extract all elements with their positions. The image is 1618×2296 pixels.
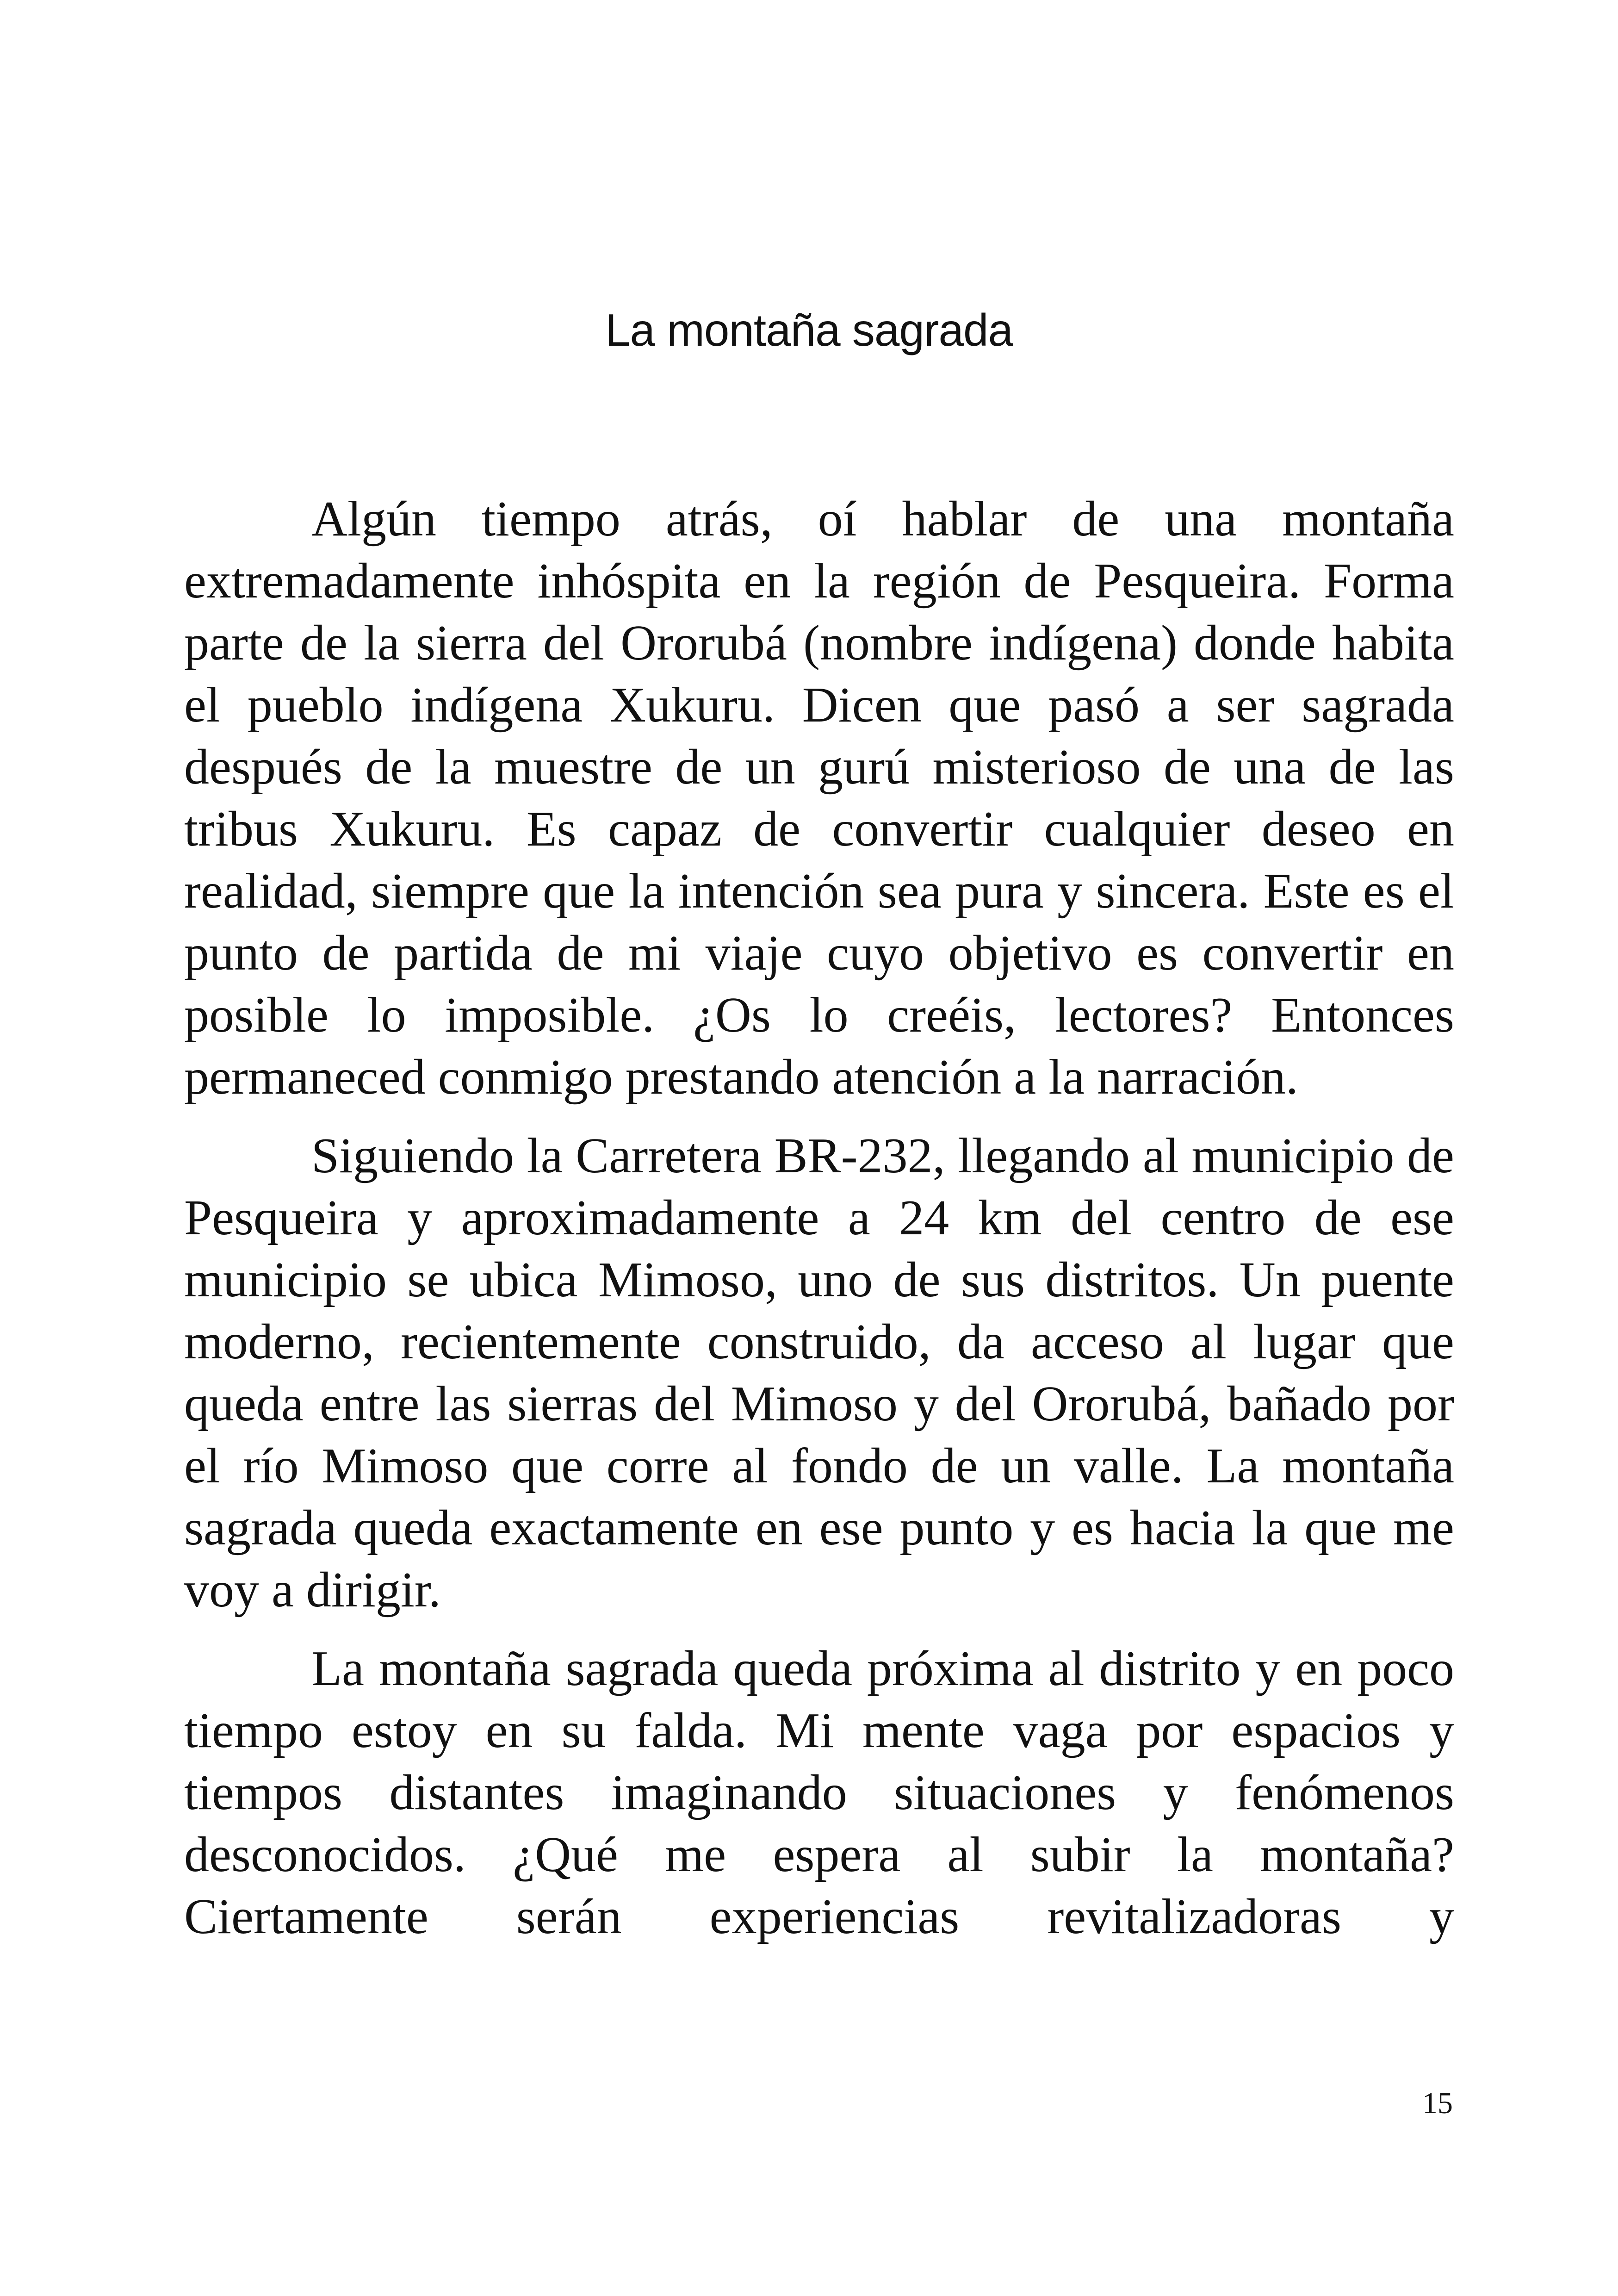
paragraph-3: La montaña sagrada queda próxima al distrito y en poco tiempo estoy en su falda. Mi mente vaga por espacios y tiempos distantes imaginando situaciones y fenómenos desconocidos. ¿Qué me espera al subir la montaña? Ciertamente serán experiencias revitalizadoras y	[184, 1641, 1454, 1944]
page-number: 15	[1422, 2086, 1453, 2120]
chapter-title: La montaña sagrada	[605, 305, 1013, 355]
chapter-body	[184, 488, 1454, 1965]
paragraph-1: Algún tiempo atrás, oí hablar de una montaña extremadamente inhóspita en la región de Pesqueira. Forma parte de la sierra del Ororubá (nombre indígena) donde habita el pueblo indígena Xukuru. Dicen que pasó a ser sagrada después de la muestre de un gurú misterioso de una de las tribus Xukuru. Es capaz de convertir cualquier deseo en realidad, siempre que la intención sea pura y sincera. Este es el punto de partida de mi viaje cuyo objetivo es convertir en posible lo imposible. ¿Os lo creéis, lectores? Entonces permaneced conmigo prestando atención a la narración.	[184, 492, 1454, 1105]
paragraph-2: Siguiendo la Carretera BR-232, llegando al municipio de Pesqueira y aproximadamente a 24 km del centro de ese municipio se ubica Mimoso, uno de sus distritos. Un puente moderno, recientemente construido, da acceso al lugar que queda entre las sierras del Mimoso y del Ororubá, bañado por el río Mimoso que corre al fondo de un valle. La montaña sagrada queda exactamente en ese punto y es hacia la que me voy a dirigir.	[184, 1128, 1454, 1618]
